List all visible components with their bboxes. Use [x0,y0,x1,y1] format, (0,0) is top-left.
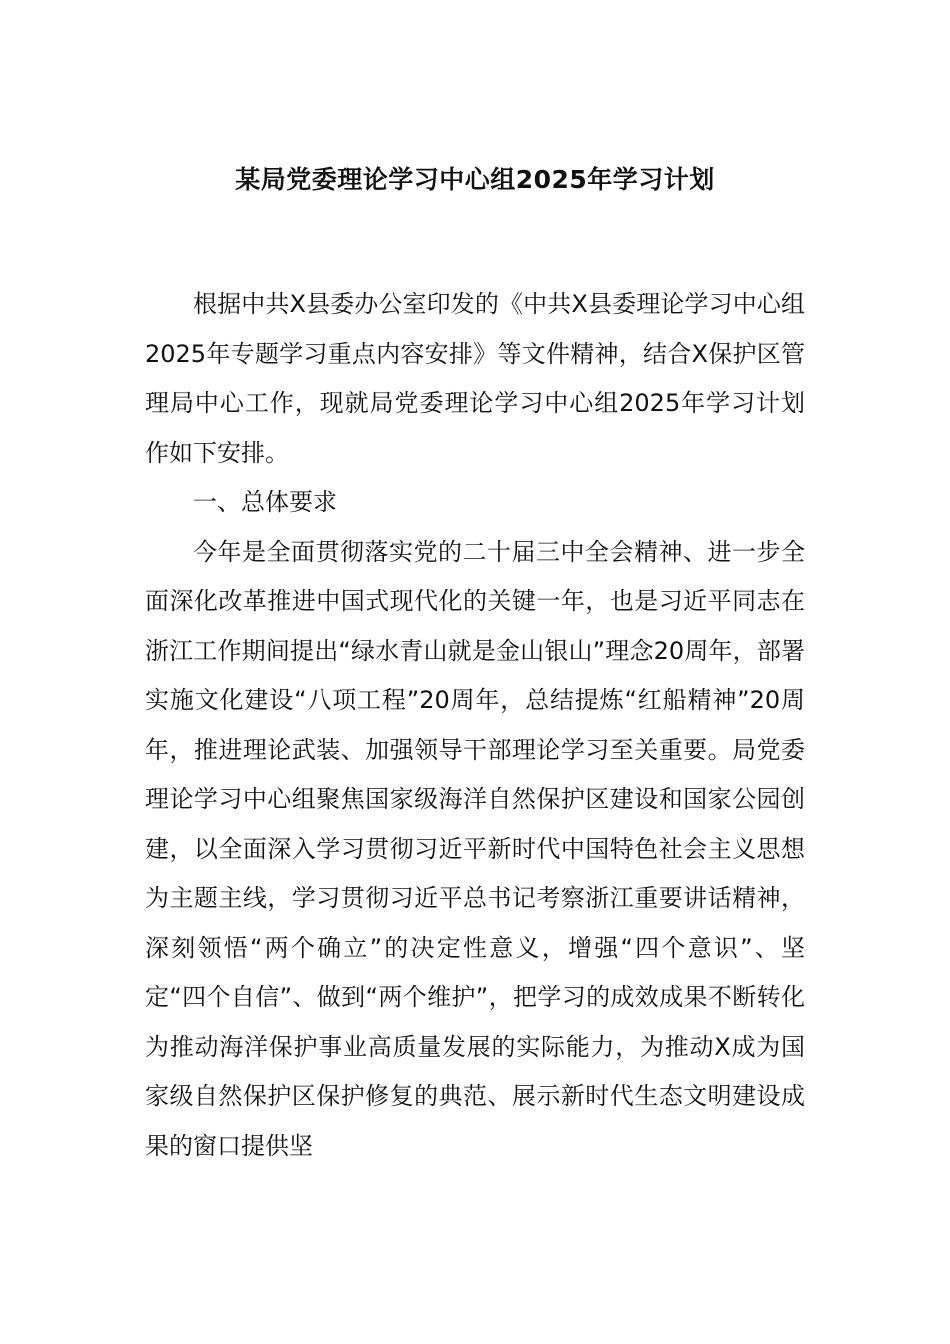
document-body [145,280,805,1171]
intro-paragraph: 根据中共X县委办公室印发的《中共X县委理论学习中心组2025年专题学习重点内容安排》等文件精神，结合X保护区管理局中心工作，现就局党委理论学习中心组2025年学习计划作如下安排。 [145,290,805,467]
section-heading-general-requirements: 一、总体要求 [193,488,337,516]
body-paragraph: 今年是全面贯彻落实党的二十届三中全会精神、进一步全面深化改革推进中国式现代化的关键一年，也是习近平同志在浙江工作期间提出“绿水青山就是金山银山”理念20周年，部署实施文化建设“八项工程”20周年，总结提炼“红船精神”20周年，推进理论武装、加强领导干部理论学习至关重要。局党委理论学习中心组聚焦国家级海洋自然保护区建设和国家公园创建，以全面深入学习贯彻习近平新时代中国特色社会主义思想为主题主线，学习贯彻习近平总书记考察浙江重要讲话精神，深刻领悟“两个确立”的决定性意义，增强“四个意识”、坚定“四个自信”、做到“两个维护”，把学习的成效成果不断转化为推动海洋保护事业高质量发展的实际能力，为推动X成为国家级自然保护区保护修复的典范、展示新时代生态文明建设成果的窗口提供坚 [145,537,805,1160]
document-title: 某局党委理论学习中心组2025年学习计划 [235,165,715,194]
